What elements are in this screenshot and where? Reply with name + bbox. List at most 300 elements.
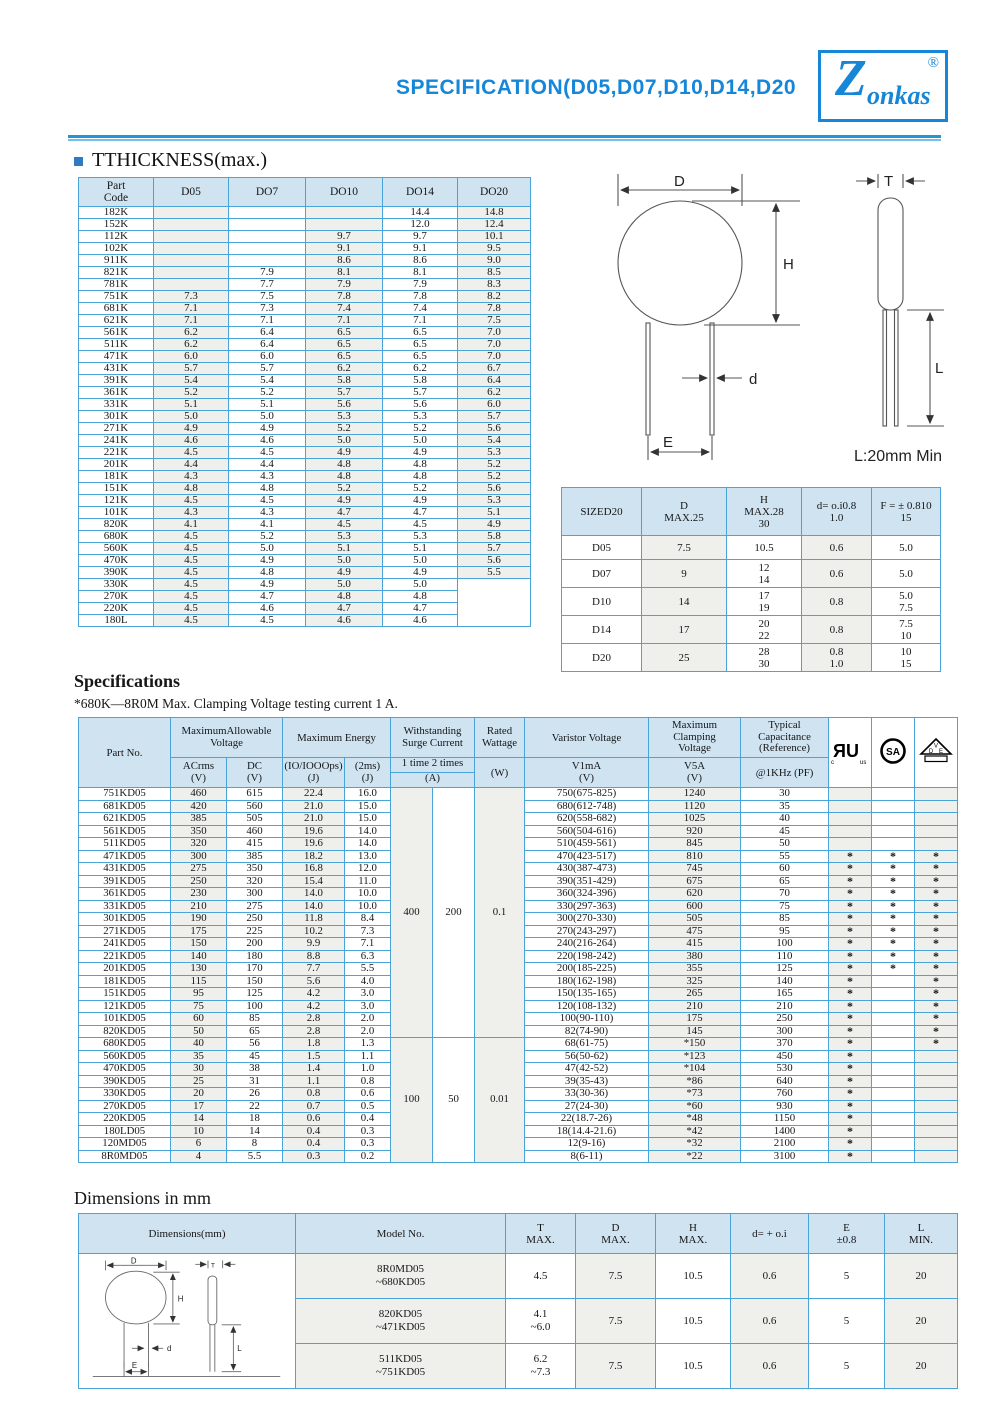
value-cell: 4.5	[154, 447, 229, 459]
size-row	[562, 644, 941, 672]
part-code-cell: 112K	[79, 231, 154, 243]
varistor-voltage-cell: 510(459-561)	[525, 838, 649, 851]
ul-mark-cell: *	[829, 1063, 872, 1076]
value-cell: 25	[642, 644, 727, 672]
dimension-row	[79, 1254, 958, 1299]
vde-mark-cell	[915, 1063, 958, 1076]
clamping-voltage-cell: *32	[649, 1138, 741, 1151]
spec-header-row-1	[79, 718, 958, 758]
ul-mark-cell: *	[829, 913, 872, 926]
dc-cell: 45	[227, 1050, 283, 1063]
value-cell: 4.4	[229, 459, 306, 471]
vde-mark-cell: *	[915, 1000, 958, 1013]
vde-mark-cell	[915, 1125, 958, 1138]
clamping-voltage-cell: *48	[649, 1113, 741, 1126]
value-cell: 6.0	[229, 351, 306, 363]
varistor-voltage-cell: 27(24-30)	[525, 1100, 649, 1113]
part-no-cell: 511KD05	[79, 838, 171, 851]
value-cell: 7.3	[229, 303, 306, 315]
lead-left	[646, 323, 650, 435]
value-cell: 7.7	[229, 279, 306, 291]
col-size: SIZED20	[562, 488, 642, 536]
value-cell	[154, 243, 229, 255]
thickness-row	[79, 339, 531, 351]
value-cell: 0.6	[802, 560, 872, 588]
value-cell: 10.5	[727, 536, 802, 560]
acrms-cell: 20	[171, 1088, 227, 1101]
value-cell: 10.5	[656, 1254, 731, 1299]
energy-2ms-cell: 10.0	[345, 900, 391, 913]
value-cell: 20	[885, 1299, 958, 1344]
ul-mark-cell: *	[829, 1013, 872, 1026]
thickness-row	[79, 231, 531, 243]
value-cell	[229, 231, 306, 243]
energy-10-1000-cell: 2.8	[283, 1013, 345, 1026]
dc-cell: 26	[227, 1088, 283, 1101]
vde-mark-cell	[915, 813, 958, 826]
acrms-cell: 14	[171, 1113, 227, 1126]
vde-mark-cell	[915, 1113, 958, 1126]
part-code-cell: 102K	[79, 243, 154, 255]
thickness-row	[79, 555, 531, 567]
value-cell: 7.1	[383, 315, 458, 327]
value-cell: 5.4	[458, 435, 531, 447]
csa-mark-cell	[872, 1050, 915, 1063]
col-ul-mark	[829, 718, 872, 788]
part-code-cell: 560K	[79, 543, 154, 555]
vde-mark-cell	[915, 1138, 958, 1151]
value-cell: 9.1	[383, 243, 458, 255]
ul-mark-cell: *	[829, 1113, 872, 1126]
part-code-cell: 821K	[79, 267, 154, 279]
value-cell: 6.7	[458, 363, 531, 375]
value-cell: 5.7	[154, 363, 229, 375]
vde-mark-cell	[915, 1150, 958, 1163]
value-cell: 10.1	[458, 231, 531, 243]
rated-wattage-cell: 0.01	[475, 1038, 525, 1163]
specifications-note: *680K—8R0M Max. Clamping Voltage testing current 1 A.	[74, 696, 398, 711]
acrms-cell: 17	[171, 1100, 227, 1113]
value-cell: 5.3	[306, 531, 383, 543]
csa-mark-cell	[872, 838, 915, 851]
lead-right	[710, 323, 714, 435]
value-cell: 5.6	[458, 555, 531, 567]
csa-mark-cell: *	[872, 875, 915, 888]
col-d-lead: d= + o.i	[731, 1214, 809, 1254]
energy-2ms-cell: 0.3	[345, 1138, 391, 1151]
part-no-cell: 271KD05	[79, 925, 171, 938]
value-cell: 4.9	[229, 423, 306, 435]
dim-label-d: D	[674, 173, 685, 190]
value-cell: 7.9	[383, 279, 458, 291]
csa-mark-cell	[872, 1013, 915, 1026]
capacitance-cell: 45	[741, 825, 829, 838]
size-row	[562, 616, 941, 644]
energy-2ms-cell: 12.0	[345, 863, 391, 876]
ul-mark-cell: *	[829, 988, 872, 1001]
csa-mark-cell	[872, 1063, 915, 1076]
value-cell: 4.5	[154, 555, 229, 567]
clamping-voltage-cell: 920	[649, 825, 741, 838]
vde-mark-cell: *	[915, 888, 958, 901]
value-cell: 4.3	[229, 471, 306, 483]
value-cell: 4.7	[229, 591, 306, 603]
acrms-cell: 320	[171, 838, 227, 851]
part-no-cell: 8R0MD05	[79, 1150, 171, 1163]
vde-mark-cell	[915, 1088, 958, 1101]
vde-mark-cell	[915, 838, 958, 851]
part-code-cell: 271K	[79, 423, 154, 435]
value-cell: 4.9	[383, 447, 458, 459]
energy-10-1000-cell: 16.8	[283, 863, 345, 876]
part-code-cell: 751K	[79, 291, 154, 303]
value-cell	[306, 219, 383, 231]
vde-mark-cell: *	[915, 988, 958, 1001]
value-cell	[154, 219, 229, 231]
energy-10-1000-cell: 1.5	[283, 1050, 345, 1063]
thickness-row	[79, 423, 531, 435]
energy-10-1000-cell: 0.4	[283, 1125, 345, 1138]
clamping-voltage-cell: *22	[649, 1150, 741, 1163]
specifications-section-title: Specifications	[74, 671, 180, 691]
value-cell: 6.2	[154, 339, 229, 351]
value-cell: 12 14	[727, 560, 802, 588]
mini-dim-label-h: H	[177, 1294, 183, 1304]
energy-10-1000-cell: 4.2	[283, 988, 345, 1001]
clamping-voltage-cell: 355	[649, 963, 741, 976]
surge-2times-cell: 50	[433, 1038, 475, 1163]
col-h-max: H MAX.28 30	[727, 488, 802, 536]
part-no-cell: 751KD05	[79, 788, 171, 801]
value-cell: 12.0	[383, 219, 458, 231]
vde-logo-icon	[919, 737, 953, 765]
vde-mark-cell: *	[915, 900, 958, 913]
value-cell: 5.0 7.5	[872, 588, 941, 616]
value-cell: 5.3	[458, 447, 531, 459]
csa-mark-cell: *	[872, 850, 915, 863]
part-code-cell: 331K	[79, 399, 154, 411]
value-cell: 6.5	[383, 351, 458, 363]
energy-10-1000-cell: 22.4	[283, 788, 345, 801]
value-cell: 4.5	[229, 447, 306, 459]
value-cell: 5.0	[154, 411, 229, 423]
part-code-cell: 621K	[79, 315, 154, 327]
dc-cell: 38	[227, 1063, 283, 1076]
energy-2ms-cell: 14.0	[345, 825, 391, 838]
varistor-voltage-cell: 430(387-473)	[525, 863, 649, 876]
part-no-cell: 120MD05	[79, 1138, 171, 1151]
subcol-dc: DC (V)	[227, 758, 283, 788]
ul-mark-cell	[829, 838, 872, 851]
subcol-surge-times: 1 time 2 times (A)	[391, 758, 475, 788]
clamping-voltage-cell: 415	[649, 938, 741, 951]
value-cell: 4.5	[154, 591, 229, 603]
size-table	[561, 487, 941, 672]
part-code-cell: 180L	[79, 615, 154, 627]
value-cell	[229, 207, 306, 219]
csa-mark-cell: *	[872, 938, 915, 951]
dc-cell: 250	[227, 913, 283, 926]
energy-2ms-cell: 7.1	[345, 938, 391, 951]
surge-1time-cell: 400	[391, 788, 433, 1038]
thickness-section-title: TTHICKNESS(max.)	[74, 149, 267, 172]
col-h-max: H MAX.	[656, 1214, 731, 1254]
part-code-cell: 471K	[79, 351, 154, 363]
clamping-voltage-cell: 810	[649, 850, 741, 863]
csa-mark-cell: *	[872, 888, 915, 901]
csa-mark-cell	[872, 1113, 915, 1126]
value-cell: 5.7	[306, 387, 383, 399]
svg-text:us: us	[860, 759, 867, 765]
varistor-voltage-cell: 82(74-90)	[525, 1025, 649, 1038]
col-withstanding-surge: Withstanding Surge Current	[391, 718, 475, 758]
part-code-cell: 391K	[79, 375, 154, 387]
dc-cell: 65	[227, 1025, 283, 1038]
specifications-table	[78, 717, 958, 1163]
value-cell	[154, 231, 229, 243]
value-cell: 4.9	[229, 579, 306, 591]
col-typical-capacitance: Typical Capacitance (Reference)	[741, 718, 829, 758]
ul-mark-cell: *	[829, 875, 872, 888]
part-no-cell: 471KD05	[79, 850, 171, 863]
value-cell: 20 22	[727, 616, 802, 644]
vde-mark-cell	[915, 1075, 958, 1088]
brand-logo-text: onkas	[867, 81, 931, 110]
value-cell: 5.6	[383, 399, 458, 411]
ul-mark-cell: *	[829, 975, 872, 988]
acrms-cell: 250	[171, 875, 227, 888]
value-cell: 5.4	[154, 375, 229, 387]
size-row	[562, 560, 941, 588]
part-no-cell: 331KD05	[79, 900, 171, 913]
energy-10-1000-cell: 1.4	[283, 1063, 345, 1076]
col-dimensions: Dimensions(mm)	[79, 1214, 296, 1254]
col-max-energy: Maximum Energy	[283, 718, 391, 758]
col-csa-mark	[872, 718, 915, 788]
varistor-voltage-cell: 150(135-165)	[525, 988, 649, 1001]
energy-10-1000-cell: 18.2	[283, 850, 345, 863]
value-cell: 6.4	[229, 339, 306, 351]
csa-mark-cell	[872, 1038, 915, 1051]
energy-2ms-cell: 1.0	[345, 1063, 391, 1076]
value-cell: 6.0	[154, 351, 229, 363]
dc-cell: 505	[227, 813, 283, 826]
subcol-energy-10-1000us: (IO/IOOOps) (J)	[283, 758, 345, 788]
subcol-capacitance-unit: @1KHz (PF)	[741, 758, 829, 788]
ul-mark-cell: *	[829, 1075, 872, 1088]
model-no-cell: 8R0MD05 ~680KD05	[296, 1254, 506, 1299]
capacitance-cell: 165	[741, 988, 829, 1001]
value-cell: 8.1	[306, 267, 383, 279]
csa-mark-cell: *	[872, 900, 915, 913]
dim-label-h: H	[783, 256, 794, 273]
mini-dim-label-e: E	[131, 1360, 137, 1370]
energy-2ms-cell: 7.3	[345, 925, 391, 938]
value-cell: 9.0	[458, 255, 531, 267]
value-cell: 4.9	[306, 495, 383, 507]
part-no-cell: 390KD05	[79, 1075, 171, 1088]
value-cell: 17	[642, 616, 727, 644]
part-code-cell: 221K	[79, 447, 154, 459]
energy-10-1000-cell: 0.8	[283, 1088, 345, 1101]
energy-2ms-cell: 1.1	[345, 1050, 391, 1063]
varistor-voltage-cell: 220(198-242)	[525, 950, 649, 963]
varistor-voltage-cell: 22(18.7-26)	[525, 1113, 649, 1126]
energy-10-1000-cell: 1.1	[283, 1075, 345, 1088]
clamping-voltage-cell: 325	[649, 975, 741, 988]
varistor-voltage-cell: 8(6-11)	[525, 1150, 649, 1163]
spec-row	[79, 1038, 958, 1051]
ul-logo-icon	[831, 738, 869, 765]
energy-2ms-cell: 0.3	[345, 1125, 391, 1138]
clamping-voltage-cell: 600	[649, 900, 741, 913]
csa-mark-cell	[872, 813, 915, 826]
energy-10-1000-cell: 5.6	[283, 975, 345, 988]
varistor-voltage-cell: 390(351-429)	[525, 875, 649, 888]
value-cell: 10.5	[656, 1344, 731, 1389]
dc-cell: 8	[227, 1138, 283, 1151]
value-cell: 9.7	[306, 231, 383, 243]
col-model-no: Model No.	[296, 1214, 506, 1254]
value-cell: 5.2	[229, 531, 306, 543]
thickness-row	[79, 207, 531, 219]
value-cell: 9	[642, 560, 727, 588]
capacitance-cell: 60	[741, 863, 829, 876]
part-code-cell: 151K	[79, 483, 154, 495]
value-cell: 4.9	[383, 495, 458, 507]
vde-mark-cell: *	[915, 1025, 958, 1038]
value-cell: 5.1	[154, 399, 229, 411]
value-cell: 5.0	[872, 560, 941, 588]
value-cell: 5	[809, 1299, 885, 1344]
part-no-cell: 220KD05	[79, 1113, 171, 1126]
energy-10-1000-cell: 0.3	[283, 1150, 345, 1163]
value-cell: 4.8	[306, 459, 383, 471]
size-row	[562, 536, 941, 560]
ul-mark-cell: *	[829, 900, 872, 913]
thickness-row	[79, 303, 531, 315]
col-do20: DO20	[458, 178, 531, 207]
value-cell: 7.4	[306, 303, 383, 315]
acrms-cell: 95	[171, 988, 227, 1001]
value-cell: 12.4	[458, 219, 531, 231]
energy-10-1000-cell: 8.8	[283, 950, 345, 963]
value-cell: 4.8	[229, 483, 306, 495]
dc-cell: 100	[227, 1000, 283, 1013]
value-cell: 4.6	[154, 435, 229, 447]
energy-2ms-cell: 10.0	[345, 888, 391, 901]
acrms-cell: 140	[171, 950, 227, 963]
energy-10-1000-cell: 0.7	[283, 1100, 345, 1113]
part-code-cell: 101K	[79, 507, 154, 519]
clamping-voltage-cell: *123	[649, 1050, 741, 1063]
value-cell: 4.9	[383, 567, 458, 579]
clamping-voltage-cell: 475	[649, 925, 741, 938]
value-cell: 4.1 ~6.0	[506, 1299, 576, 1344]
value-cell: 5.0	[383, 579, 458, 591]
capacitance-cell: 125	[741, 963, 829, 976]
dc-cell: 18	[227, 1113, 283, 1126]
csa-mark-cell	[872, 1100, 915, 1113]
value-cell: 5.0	[306, 555, 383, 567]
thickness-row	[79, 519, 531, 531]
vde-mark-cell	[915, 788, 958, 801]
clamping-voltage-cell: 845	[649, 838, 741, 851]
value-cell: 7.5	[458, 315, 531, 327]
value-cell: 4.4	[154, 459, 229, 471]
clamping-voltage-cell: 175	[649, 1013, 741, 1026]
thickness-row	[79, 363, 531, 375]
clamping-voltage-cell: 675	[649, 875, 741, 888]
varistor-voltage-cell: 68(61-75)	[525, 1038, 649, 1051]
value-cell: 6.2	[306, 363, 383, 375]
vde-mark-cell	[915, 1050, 958, 1063]
value-cell: 14.4	[383, 207, 458, 219]
dc-cell: 5.5	[227, 1150, 283, 1163]
dc-cell: 350	[227, 863, 283, 876]
csa-mark-cell	[872, 1125, 915, 1138]
value-cell: 4.1	[154, 519, 229, 531]
energy-2ms-cell: 5.5	[345, 963, 391, 976]
value-cell: 8.2	[458, 291, 531, 303]
energy-2ms-cell: 0.4	[345, 1113, 391, 1126]
value-cell: 4.5	[154, 567, 229, 579]
header-divider	[68, 135, 941, 141]
part-no-cell: 561KD05	[79, 825, 171, 838]
part-code-cell: 241K	[79, 435, 154, 447]
value-cell: 14	[642, 588, 727, 616]
value-cell: 5.6	[458, 423, 531, 435]
varistor-voltage-cell: 270(243-297)	[525, 925, 649, 938]
ul-mark-cell: *	[829, 950, 872, 963]
dc-cell: 275	[227, 900, 283, 913]
ul-mark-cell: *	[829, 963, 872, 976]
varistor-voltage-cell: 100(90-110)	[525, 1013, 649, 1026]
energy-2ms-cell: 0.8	[345, 1075, 391, 1088]
value-cell: 5.1	[306, 543, 383, 555]
part-no-cell: 470KD05	[79, 1063, 171, 1076]
value-cell: 4.5	[154, 531, 229, 543]
capacitance-cell: 640	[741, 1075, 829, 1088]
acrms-cell: 25	[171, 1075, 227, 1088]
part-code-cell: 181K	[79, 471, 154, 483]
capacitance-cell: 1400	[741, 1125, 829, 1138]
thickness-row	[79, 375, 531, 387]
acrms-cell: 10	[171, 1125, 227, 1138]
acrms-cell: 40	[171, 1038, 227, 1051]
vde-mark-cell: *	[915, 938, 958, 951]
ul-mark-cell: *	[829, 938, 872, 951]
part-no-cell: 330KD05	[79, 1088, 171, 1101]
dc-cell: 615	[227, 788, 283, 801]
value-cell: 5.0	[383, 435, 458, 447]
csa-mark-cell	[872, 988, 915, 1001]
subcol-v1ma: V1mA (V)	[525, 758, 649, 788]
value-cell: 4.6	[229, 435, 306, 447]
ul-mark-cell	[829, 788, 872, 801]
capacitance-cell: 55	[741, 850, 829, 863]
thickness-row	[79, 351, 531, 363]
value-cell: 0.6	[802, 536, 872, 560]
acrms-cell: 150	[171, 938, 227, 951]
value-cell: 5.3	[306, 411, 383, 423]
value-cell: 5.2	[458, 471, 531, 483]
energy-2ms-cell: 4.0	[345, 975, 391, 988]
brand-logo	[818, 50, 948, 122]
thickness-row	[79, 255, 531, 267]
value-cell: 5.4	[229, 375, 306, 387]
varistor-disc-front	[618, 201, 742, 325]
